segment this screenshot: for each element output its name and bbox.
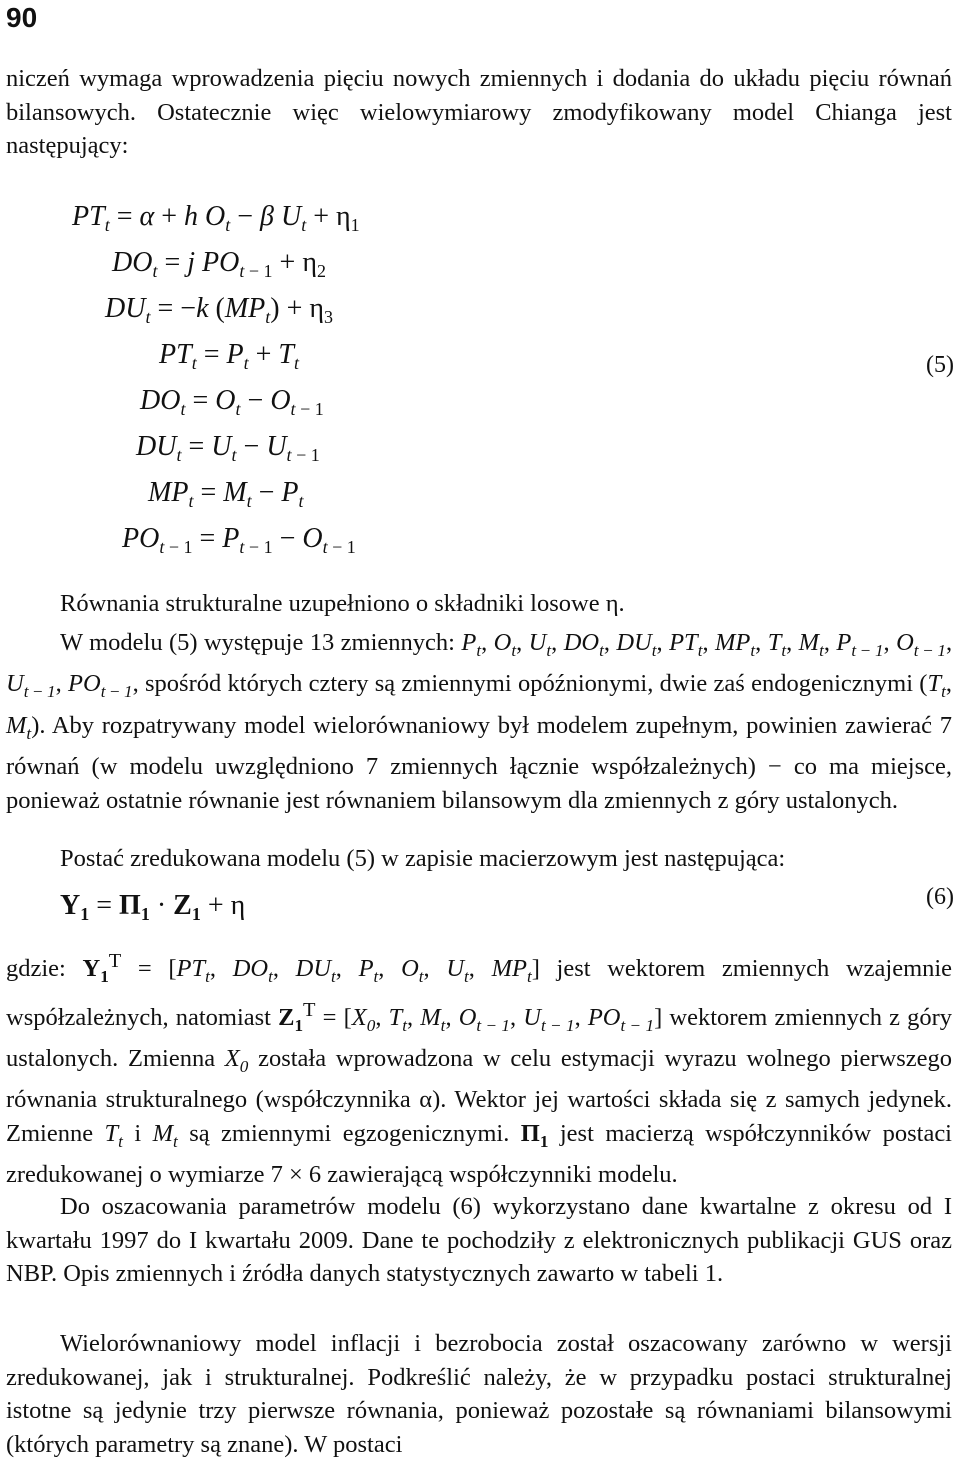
equation-row: $DU_t = -k$ $(MP_t) + \eta_3$ — [105, 293, 334, 327]
equation-row: $DU_t = U_t - U_{t - 1}$ — [136, 431, 320, 465]
page-number: 90 — [6, 2, 38, 33]
paragraph-variables: W modelu (5) występuje 13 zmiennych: $P_t$, $O_t$, $U_t$, $DO_t$, $DU_t$, $PT_t$, $MP_t$, $T_t$, $M_t$, $P_{t - 1}$, $O_{t - 1}$, $U_{t - 1}$, $PO_{t - 1}$, spośród których cztery są zmiennymi opóźnionymi, dwie zaś endogenicznymi ($T_t$, $M_t$). Aby rozpatrywany model wielorównaniowy był modelem zupełnym, powinien zawierać 7 równań (w modelu uwzględniono 7 zmiennych łącznie współzależnych) − co ma miejsce, ponieważ ostatnie równanie jest równaniem bilansowym dla zmiennych z góry ustalonych. — [6, 629, 953, 814]
equation-number-5: (5) — [926, 352, 954, 378]
reduced-form-equation: $Y_1 = \Pi_1 \cdot Z_1 + \eta$ — [60, 890, 246, 924]
equation-system — [72, 194, 632, 562]
paragraph-estimation: Wielorównaniowy model inflacji i bezrobocia został oszacowany zarówno w wersji zredukowanej, jak i strukturalnej. Podkreślić należy, że w przypadku postaci strukturalnej istotne są jedynie trzy pierwsze równania, ponieważ pozostałe są równaniami bilansowymi (których parametry są znane). W postaci — [6, 1330, 952, 1458]
paragraph-data-source: Do oszacowania parametrów modelu (6) wykorzystano dane kwartalne z okresu od I kwartału 1997 do I kwartału 2009. Dane te pochodziły z elektronicznych publikacji GUS oraz NBP. Opis zmiennych i źródła danych statystycznych zawarto w tabeli 1. — [6, 1193, 952, 1287]
reduced-form-intro: Postać zredukowana modelu (5) w zapisie macierzowym jest następująca: — [60, 845, 786, 872]
equation-row: $PT_t = \alpha + h$ $O_t - \beta$ $U_t + \eta_1$ — [72, 201, 360, 235]
equation-row: $DO_t = O_t - O_{t - 1}$ — [140, 385, 324, 419]
residual-note: Równania strukturalne uzupełniono o składniki losowe η. — [60, 590, 625, 617]
equation-row: $PT_t = P_t + T_t$ — [159, 339, 300, 373]
equation-row: $PO_{t - 1} = P_{t - 1} - O_{t - 1}$ — [122, 523, 356, 557]
intro-paragraph: niczeń wymaga wprowadzenia pięciu nowych zmiennych i dodania do układu pięciu równań bilansowych. Ostatecznie więc wielowymiarowy zmodyfikowany model Chianga jest następujący: — [6, 65, 952, 159]
equation-number-6: (6) — [926, 884, 954, 910]
equation-row: $DO_t = j$ $PO_{t - 1} + \eta_2$ — [112, 247, 326, 281]
paragraph-definitions: gdzie: $Y_1^T = [PT_t$, $DO_t$, $DU_t$, $P_t$, $O_t$, $U_t$, $MP_t$] jest wektorem zmiennych wzajemnie współzależnych, natomiast $Z_1^T = [X_0$, $T_t$, $M_t$, $O_{t - 1}$, $U_{t - 1}$, $PO_{t - 1}$] wektorem zmiennych z góry ustalonych. Zmienna $X_0$ została wprowadzona w celu estymacji wyrazu wolnego pierwszego równania strukturalnego (współczynnika α). Wektor jej wartości składa się z samych jedynek. Zmienne $T_t$ i $M_t$ są zmiennymi egzogenicznymi. $\Pi_1$ jest macierzą współczynników postaci zredukowanej o wymiarze 7 × 6 zawierającą współczynniki modelu. — [6, 950, 953, 1189]
equation-row: $MP_t = M_t - P_t$ — [148, 477, 304, 511]
